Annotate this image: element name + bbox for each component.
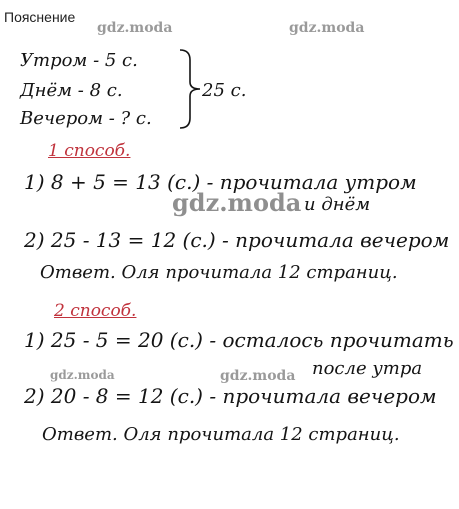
- watermark-lower-center: gdz.moda: [220, 368, 296, 384]
- watermark-top-left: gdz.moda: [97, 20, 173, 36]
- watermark-top-right: gdz.moda: [289, 20, 365, 36]
- condition-total: 25 с.: [202, 80, 247, 101]
- method-2-step-1-continuation: после утра: [312, 358, 423, 379]
- condition-evening: Вечером - ? с.: [20, 108, 152, 129]
- method-1-step-2: 2) 25 - 13 = 12 (с.) - прочитала вечером: [24, 228, 450, 252]
- method-1-step-1-continuation: и днём: [304, 194, 371, 215]
- condition-morning: Утром - 5 с.: [20, 50, 138, 71]
- method-2-step-1: 1) 25 - 5 = 20 (с.) - осталось прочитать: [24, 328, 454, 352]
- section-heading: Пояснение: [4, 9, 76, 25]
- method-1-step-1: 1) 8 + 5 = 13 (с.) - прочитала утром: [24, 170, 417, 194]
- watermark-center: gdz.moda: [172, 188, 302, 217]
- method-1-answer: Ответ. Оля прочитала 12 страниц.: [40, 262, 398, 283]
- watermark-lower-left: gdz.moda: [50, 368, 115, 382]
- method-2-step-2: 2) 20 - 8 = 12 (с.) - прочитала вечером: [24, 384, 437, 408]
- condition-day: Днём - 8 с.: [20, 80, 123, 101]
- method-1-title: 1 способ.: [48, 141, 131, 161]
- method-2-title: 2 способ.: [54, 301, 137, 321]
- method-2-answer: Ответ. Оля прочитала 12 страниц.: [42, 424, 400, 445]
